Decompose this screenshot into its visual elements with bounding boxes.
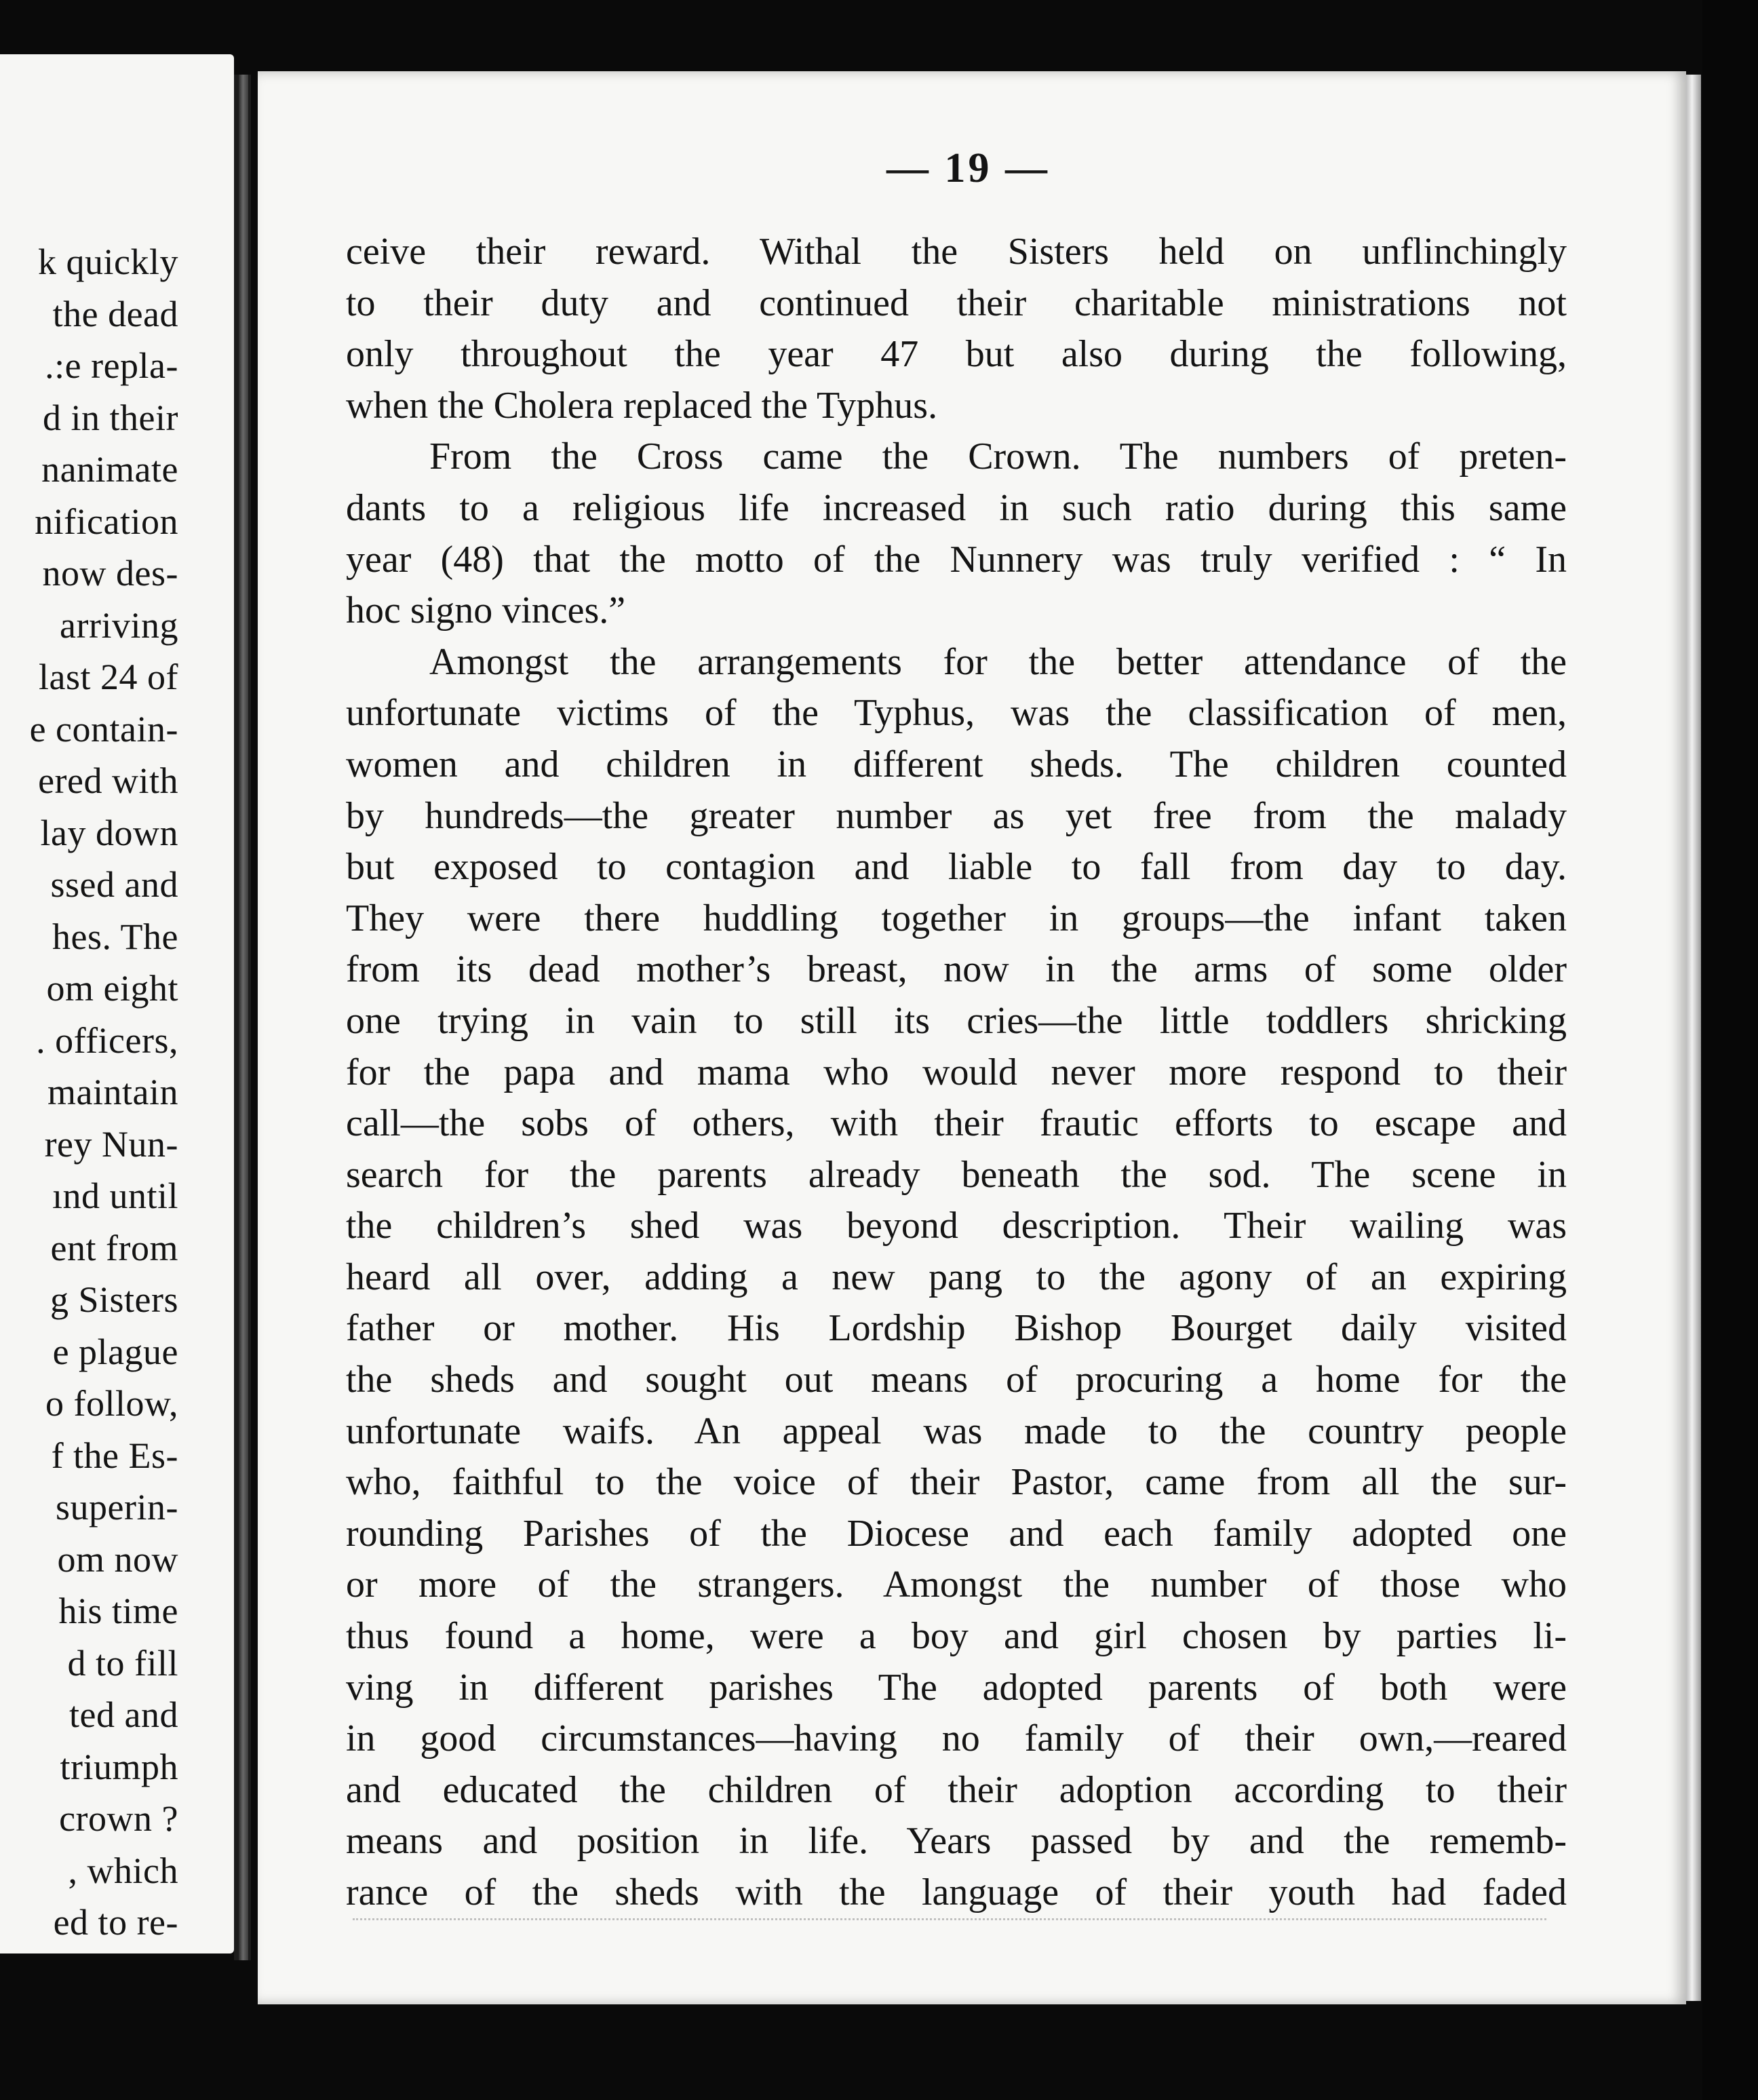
text-line: in good circumstances—having no family of their own,—reared [346, 1717, 1567, 1760]
text-line: or more of the strangers. Amongst the number of those who [346, 1563, 1567, 1606]
text-line: rounding Parishes of the Diocese and each family adopted one [346, 1512, 1567, 1555]
text-line: father or mother. His Lordship Bishop Bourget daily visited [346, 1307, 1567, 1350]
text-line: unfortunate waifs. An appeal was made to the country people [346, 1409, 1567, 1452]
left-line: last 24 of [39, 657, 178, 697]
left-line: . officers, [36, 1019, 178, 1061]
left-line: o follow, [45, 1383, 178, 1424]
left-line: ssed and [50, 864, 178, 905]
text-line: search for the parents already beneath the sod. The scene in [346, 1153, 1567, 1196]
left-line: e plague [52, 1331, 178, 1372]
left-line: k quickly [38, 241, 178, 282]
text-line: They were there huddling together in groups—the infant taken [346, 897, 1567, 939]
left-line: e contain- [29, 708, 178, 750]
left-line: .:e repla- [45, 345, 178, 386]
left-line: ent from [50, 1227, 178, 1268]
left-line: ered with [38, 760, 178, 801]
left-line: om eight [46, 968, 178, 1009]
text-line: From the Cross came the Crown. The numbers of preten- [429, 435, 1567, 478]
text-line: one trying in vain to still its cries—the little toddlers shricking [346, 999, 1567, 1042]
left-line: om now [57, 1538, 178, 1580]
left-line: f the Es- [51, 1435, 178, 1476]
page-number: — 19 — [886, 145, 1050, 191]
text-line: dants to a religious life increased in such ratio during this same [346, 486, 1567, 529]
text-line: to their duty and continued their charitable ministrations not [346, 281, 1567, 324]
left-line: lay down [40, 812, 178, 853]
left-line: nification [35, 501, 178, 542]
left-line: g Sisters [50, 1279, 178, 1320]
right-page-edge [1686, 75, 1701, 2001]
left-line: ed to re- [53, 1902, 178, 1943]
text-line: rance of the sheds with the language of their youth had faded [346, 1871, 1567, 1913]
left-line: arriving [60, 604, 178, 646]
text-line: thus found a home, were a boy and girl chosen by parties li- [346, 1615, 1567, 1658]
text-line: call—the sobs of others, with their frautic efforts to escape and [346, 1102, 1567, 1145]
left-page-text [30, 236, 178, 1949]
text-line: heard all over, adding a new pang to the agony of an expiring [346, 1256, 1567, 1298]
text-line: year (48) that the motto of the Nunnery was truly verified : “ In [346, 538, 1567, 581]
text-line: women and children in different sheds. The children counted [346, 743, 1567, 785]
left-line: superin- [56, 1487, 178, 1528]
left-line: the dead [52, 293, 178, 334]
left-line: , which [68, 1850, 178, 1891]
left-line: d in their [43, 397, 178, 438]
text-line: only throughout the year 47 but also during the following, [346, 333, 1567, 376]
left-page [0, 54, 234, 1953]
left-line: nanimate [41, 449, 178, 490]
left-line: hes. The [52, 916, 178, 957]
text-line: means and position in life. Years passed by and the rememb- [346, 1820, 1567, 1863]
left-line: now des- [42, 553, 178, 594]
left-line: maintain [47, 1072, 178, 1112]
print-specks [353, 1918, 1546, 1927]
text-line: from its dead mother’s breast, now in the arms of some older [346, 948, 1567, 991]
text-line: when the Cholera replaced the Typhus. [346, 384, 938, 427]
left-line: triumph [60, 1746, 178, 1787]
binding-shadow [239, 75, 248, 1960]
text-line: Amongst the arrangements for the better attendance of the [429, 640, 1567, 683]
text-line: but exposed to contagion and liable to fall from day to day. [346, 846, 1567, 889]
left-line: d to fill [67, 1642, 178, 1684]
left-line: crown ? [59, 1798, 178, 1839]
text-line: ceive their reward. Withal the Sisters held on unflinchingly [346, 231, 1567, 273]
left-line: ted and [69, 1694, 178, 1735]
text-line: hoc signo vinces.” [346, 589, 626, 632]
text-line: ving in different parishes The adopted parents of both were [346, 1666, 1567, 1709]
left-line: his time [58, 1591, 178, 1631]
text-line: for the papa and mama who would never more respond to their [346, 1051, 1567, 1093]
page-body-text [346, 227, 1567, 1919]
text-line: unfortunate victims of the Typhus, was the classification of men, [346, 692, 1567, 735]
text-line: and educated the children of their adoption according to their [346, 1768, 1567, 1811]
scan-background [1702, 0, 1758, 2100]
left-line: ınd until [52, 1175, 178, 1216]
left-line: rey Nun- [44, 1123, 178, 1165]
text-line: the children’s shed was beyond description. Their wailing was [346, 1205, 1567, 1247]
text-line: who, faithful to the voice of their Pastor, came from all the sur- [346, 1461, 1567, 1504]
text-line: by hundreds—the greater number as yet free from the malady [346, 794, 1567, 837]
text-line: the sheds and sought out means of procuring a home for the [346, 1359, 1567, 1401]
